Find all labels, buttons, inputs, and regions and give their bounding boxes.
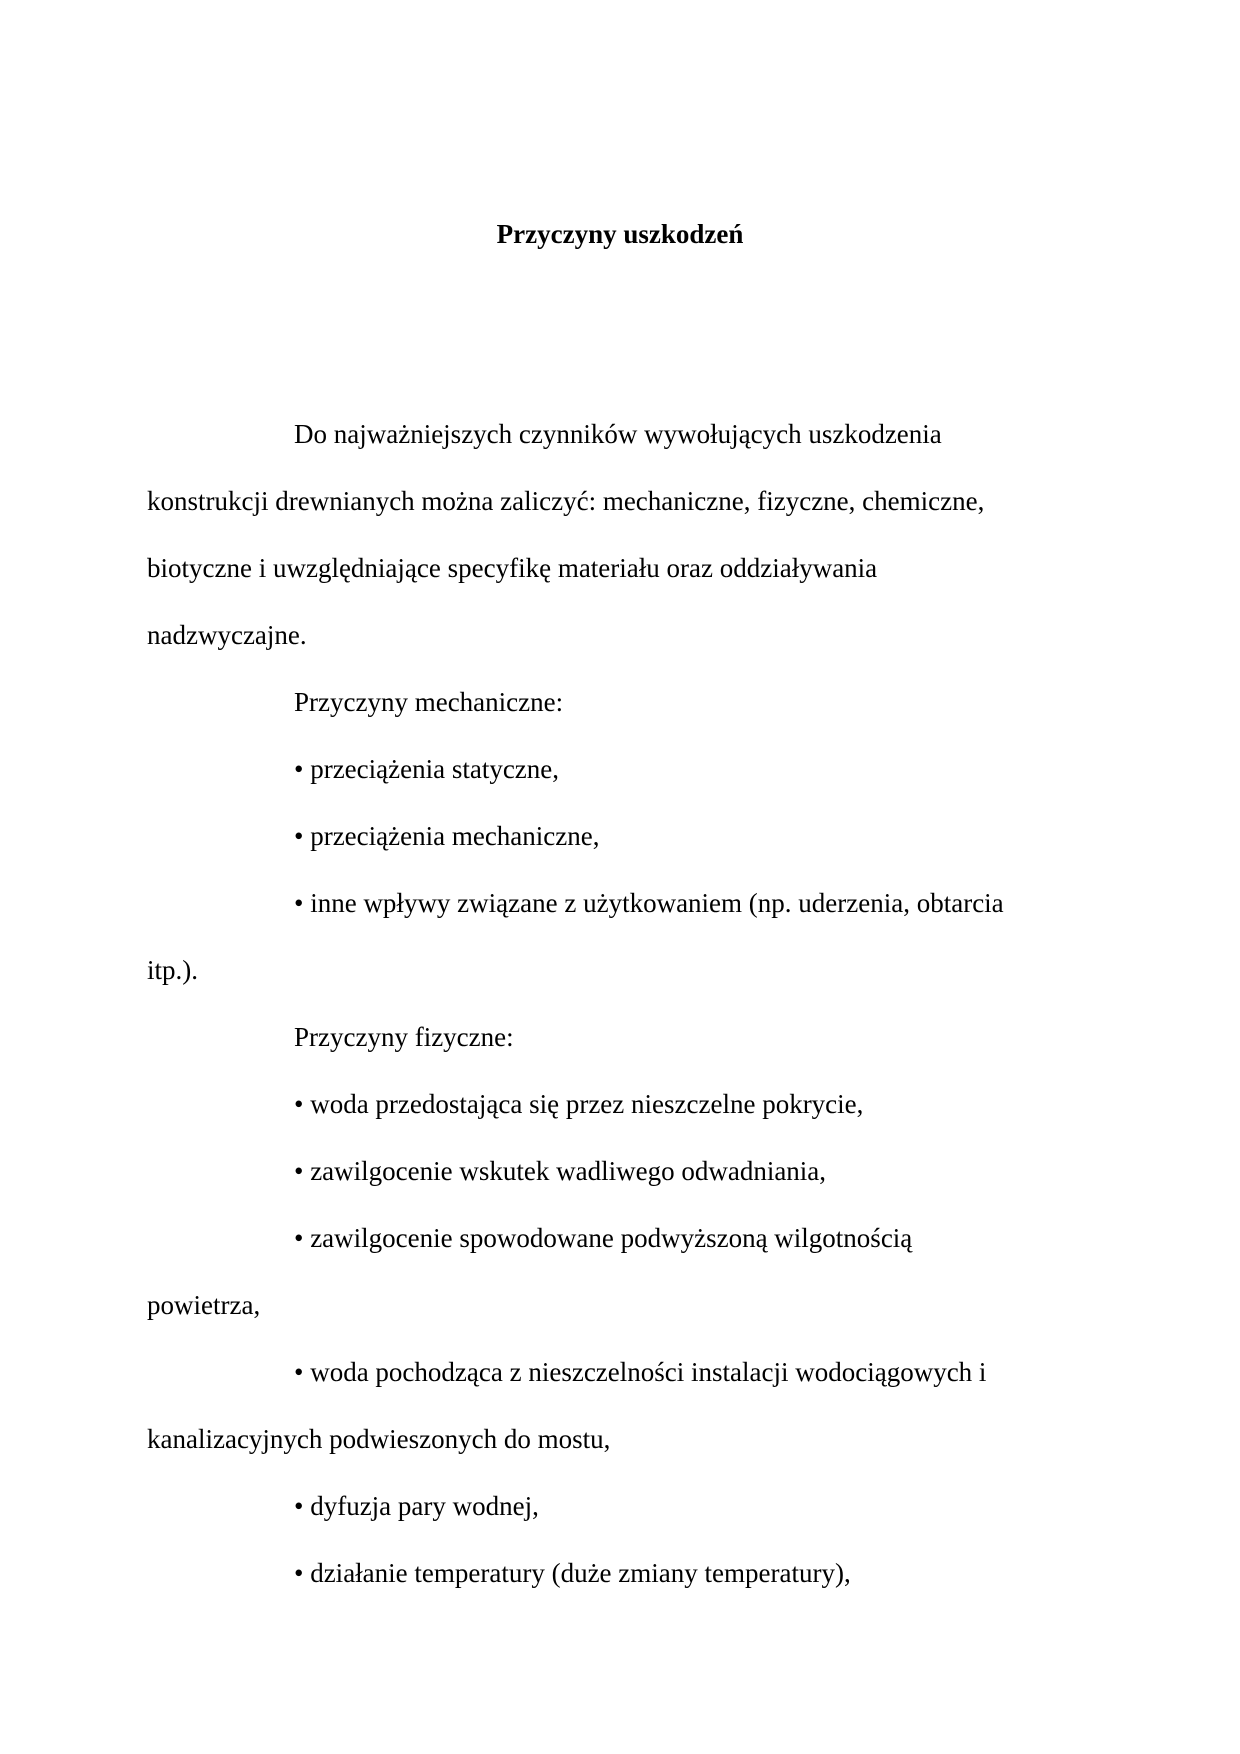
intro-line-2: konstrukcji drewnianych można zaliczyć: mechaniczne, fizyczne, chemiczne, xyxy=(147,486,985,516)
physical-item: • zawilgocenie spowodowane podwyższoną wilgotnością xyxy=(294,1223,913,1253)
mechanical-item: • przeciążenia mechaniczne, xyxy=(294,821,600,851)
physical-item: • działanie temperatury (duże zmiany temperatury), xyxy=(294,1558,851,1588)
physical-item: • dyfuzja pary wodnej, xyxy=(294,1491,539,1521)
intro-line-4: nadzwyczajne. xyxy=(147,620,307,650)
intro-line-1: Do najważniejszych czynników wywołujących uszkodzenia xyxy=(294,419,942,449)
physical-heading: Przyczyny fizyczne: xyxy=(294,1022,514,1052)
physical-item: • zawilgocenie wskutek wadliwego odwadniania, xyxy=(294,1156,827,1186)
mechanical-heading: Przyczyny mechaniczne: xyxy=(294,687,564,717)
mechanical-item: • inne wpływy związane z użytkowaniem (np. uderzenia, obtarcia xyxy=(294,888,1004,918)
intro-line-3: biotyczne i uwzględniające specyfikę materiału oraz oddziaływania xyxy=(147,553,878,583)
physical-item-continued: kanalizacyjnych podwieszonych do mostu, xyxy=(147,1424,611,1454)
physical-item-continued: powietrza, xyxy=(147,1290,261,1320)
physical-item: • woda przedostająca się przez nieszczelne pokrycie, xyxy=(294,1089,864,1119)
document-title: Przyczyny uszkodzeń xyxy=(496,219,744,249)
physical-item: • woda pochodząca z nieszczelności instalacji wodociągowych i xyxy=(294,1357,987,1387)
mechanical-item: • przeciążenia statyczne, xyxy=(294,754,560,784)
mechanical-item-continued: itp.). xyxy=(147,955,198,985)
